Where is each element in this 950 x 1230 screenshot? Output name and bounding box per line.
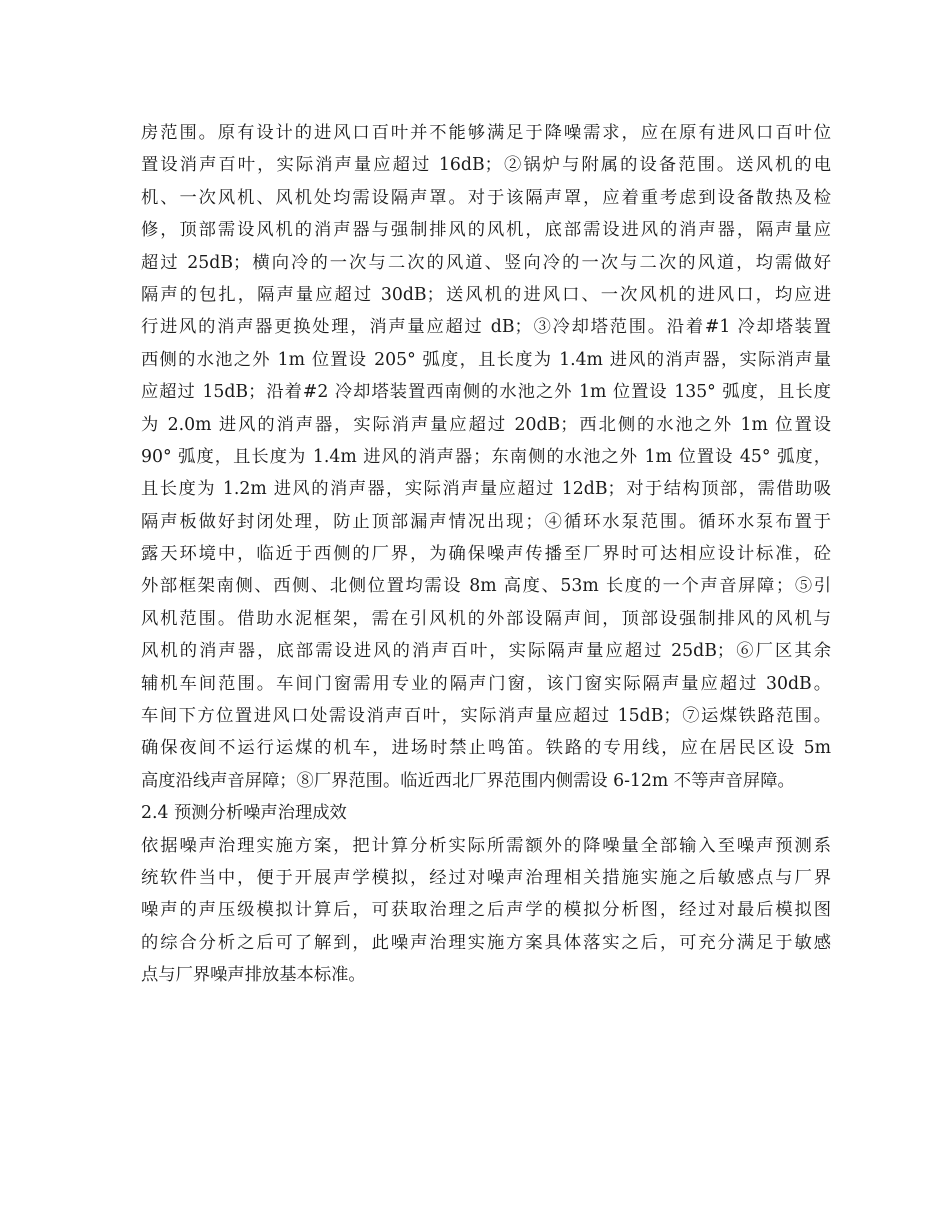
text-line: 点与厂界噪声排放基本标准。	[141, 965, 366, 986]
text-line: 的综合分析之后可了解到，此噪声治理实施方案具体落实之后，可充分满足于敏感	[141, 932, 831, 953]
text-line: 超过 25dB；横向冷的一次与二次的风道、竖向冷的一次与二次的风道，均需做好	[141, 252, 831, 273]
text-line: 确保夜间不运行运煤的机车，进场时禁止鸣笛。铁路的专用线，应在居民区设 5m	[141, 738, 831, 759]
text-line: 噪声的声压级模拟计算后，可获取治理之后声学的模拟分析图，经过对最后模拟图	[141, 900, 831, 921]
text-line: 隔声的包扎，隔声量应超过 30dB；送风机的进风口、一次风机的进风口，均应进	[141, 284, 831, 305]
text-line: 隔声板做好封闭处理，防止顶部漏声情况出现；④循环水泵范围。循环水泵布置于	[141, 511, 831, 532]
text-line: 风机范围。借助水泥框架，需在引风机的外部设隔声间，顶部设强制排风的风机与	[141, 608, 831, 629]
text-line: 90° 弧度，且长度为 1.4m 进风的消声器；东南侧的水池之外 1m 位置设 45° 弧度，	[141, 446, 831, 467]
body-text	[141, 117, 831, 992]
text-line: 西侧的水池之外 1m 位置设 205° 弧度，且长度为 1.4m 进风的消声器，实际消声量	[141, 349, 831, 370]
text-line: 统软件当中，便于开展声学模拟，经过对噪声治理相关措施实施之后敏感点与厂界	[141, 867, 831, 888]
text-line: 高度沿线声音屏障；⑧厂界范围。临近西北厂界范围内侧需设 6-12m 不等声音屏障。	[141, 770, 795, 791]
text-line: 风机的消声器，底部需设进风的消声百叶，实际隔声量应超过 25dB；⑥厂区其余	[141, 641, 831, 662]
text-line: 外部框架南侧、西侧、北侧位置均需设 8m 高度、53m 长度的一个声音屏障；⑤引	[141, 576, 831, 597]
section-heading: 2.4 预测分析噪声治理成效	[141, 803, 347, 824]
text-line: 房范围。原有设计的进风口百叶并不能够满足于降噪需求，应在原有进风口百叶位	[141, 123, 831, 143]
text-line: 应超过 15dB；沿着#2 冷却塔装置西南侧的水池之外 1m 位置设 135° 弧度，且长度	[141, 382, 831, 403]
text-line: 为 2.0m 进风的消声器，实际消声量应超过 20dB；西北侧的水池之外 1m 位置设	[141, 414, 831, 435]
text-line: 辅机车间范围。车间门窗需用专业的隔声门窗，该门窗实际隔声量应超过 30dB。	[141, 673, 831, 694]
text-line: 行进风的消声器更换处理，消声量应超过 dB；③冷却塔范围。沿着#1 冷却塔装置	[141, 317, 831, 338]
text-line: 置设消声百叶，实际消声量应超过 16dB；②锅炉与附属的设备范围。送风机的电	[141, 155, 831, 176]
text-line: 机、一次风机、风机处均需设隔声罩。对于该隔声罩，应着重考虑到设备散热及检	[141, 187, 831, 208]
text-line: 依据噪声治理实施方案，把计算分析实际所需额外的降噪量全部输入至噪声预测系	[141, 835, 831, 856]
text-line: 且长度为 1.2m 进风的消声器，实际消声量应超过 12dB；对于结构顶部，需借助吸	[141, 479, 831, 500]
text-line: 露天环境中，临近于西侧的厂界，为确保噪声传播至厂界时可达相应设计标准，砼	[141, 544, 831, 565]
text-line: 修，顶部需设风机的消声器与强制排风的风机，底部需设进风的消声器，隔声量应	[141, 220, 831, 241]
text-line: 车间下方位置进风口处需设消声百叶，实际消声量应超过 15dB；⑦运煤铁路范围。	[141, 706, 831, 727]
